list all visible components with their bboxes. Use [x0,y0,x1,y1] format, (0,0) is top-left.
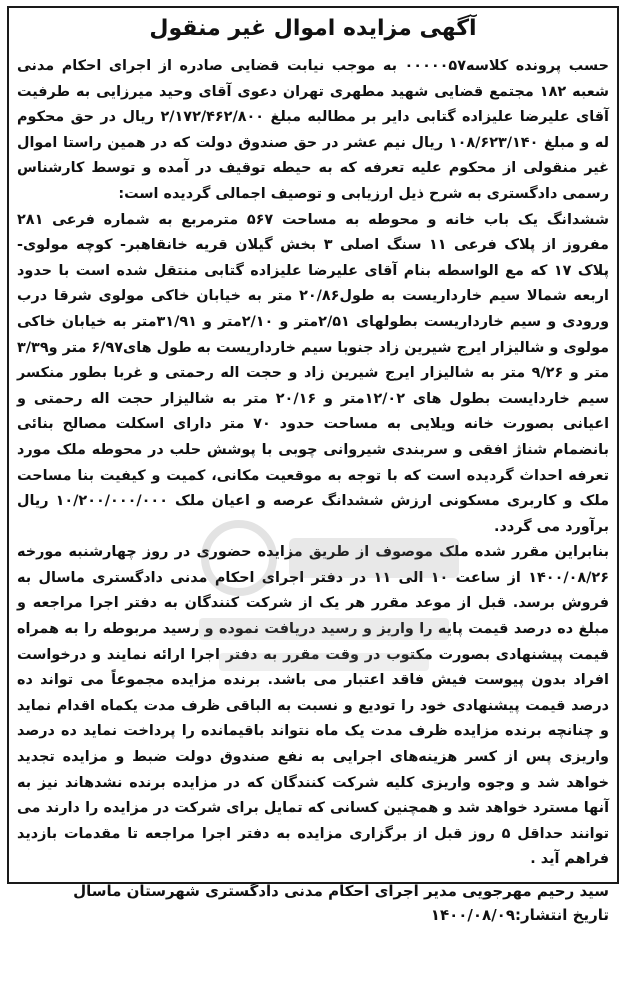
notice-paragraph-terms: بنابراین مقرر شده ملک موصوف از طریق مزایده حضوری در روز چهارشنبه مورخه ۱۴۰۰/۰۸/۲۶ از ساعت ۱۰ الی ۱۱ در دفتر اجرای احکام مدنی دادگستری ماسال به فروش برسد. قبل از موعد مقرر هر یک از شرکت کنندگان به دفتر اجرا مراجعه و مبلغ ده درصد قیمت پایه را واریز و رسید دریافت نموده و رسید مربوطه را به همراه قیمت پیشنهادی بصورت مکتوب در وقت مقرر به دفتر اجرا ارائه نمایند و درخواست افراد بدون پیوست فیش فاقد اعتبار می باشد. برنده مزایده مجموعاً می تواند ده درصد قیمت پیشنهادی خود را تودیع و نسبت به الباقی ظرف مدت یکماه اقدام نماید و چنانچه برنده مزایده ظرف مدت یک ماه نتواند باقیمانده را پرداخت نماید ده درصد واریزی پس از کسر هزینه‌های اجرایی به نفع صندوق دولت ضبط و مزایده تجدید خواهد شد و وجوه واریزی کلیه شرکت کنندگان که در مزایده برنده نشدهاند نیز به آنها مسترد خواهد شد و همچنین کسانی که تمایل برای شرکت در مزایده را دارند می توانند حداقل ۵ روز قبل از برگزاری مزایده به دفتر اجرا مراجعه تا مقدمات بازدید فراهم آید . [17,544,609,868]
notice-paragraph-property: ششدانگ یک باب خانه و محوطه به مساحت ۵۶۷ مترمربع به شماره فرعی ۲۸۱ مفروز از پلاک فرعی ۱۱ سنگ اصلی ۳ بخش گیلان قریه خانقاهبر- کوچه مولوی- پلاک ۱۷ که مع الواسطه بنام آقای علیرضا علیزاده گتابی منتقل شده است با حدود اربعه شمالا سیم خارداریست به طول۲۰/۸۶ متر به خیابان خاکی مولوی شرقا درب ورودی و سیم خارداریست بطولهای ۲/۵۱متر و ۲/۱۰متر و ۳۱/۹۱متر به خیابان خاکی مولوی و شالیزار ایرج شیرین زاد جنوبا سیم خارداریست به طول های۶/۹۷ متر و۳/۳۹ متر و ۹/۲۶ متر به شالیزار ایرج شیرین زاد و حجت اله رحمتی و غربا بطور منکسر سیم خاردایست بطول های ۱۲/۰۲متر و ۲۰/۱۶ متر به شالیزار حجت اله رحمتی و اعیانی بصورت خانه ویلایی به مساحت حدود ۷۰ متر دارای اسکلت مصالح بنائی بانضمام شناژ افقی و سربندی شیروانی چوبی با پوشش حلب در محوطه ملک مورد تعرفه احداث گردیده است که با توجه به موقعیت مکانی، کمیت و کیفیت بنا مساحت ملک و کاربری مسکونی ارزش ششدانگ عرصه و اعیان ملک ۱۰/۲۰۰/۰۰۰/۰۰۰ ریال برآورد می گردد. [17,211,610,535]
publication-date: تاریخ انتشار:۱۴۰۰/۰۸/۰۹ [430,906,609,924]
notice-signature: سید رحیم مهرجویی مدیر اجرای احکام مدنی دادگستری شهرستان ماسال [73,882,609,900]
notice-paragraph-case: حسب پرونده کلاسه۰۰۰۰۰۵۷ به موجب نیابت قضایی صادره از اجرای احکام مدنی شعبه ۱۸۲ مجتمع قضایی شهید مطهری تهران دعوی آقای وحید میرزایی به طرفیت آقای علیرضا علیزاده گتابی دایر بر مطالبه مبلغ ۲/۱۷۲/۴۶۲/۸۰۰ ریال در حق محکوم له و مبلغ ۱۰۸/۶۲۳/۱۴۰ ریال نیم عشر در حق صندوق دولت که در همین راستا اموال غیر منقولی از محکوم علیه تعرفه که به حیطه توقیف در آمده و توسط کارشناس رسمی دادگستری به شرح ذیل ارزیابی و توصیف اجمالی گردیده است: [17,58,609,202]
notice-body [17,54,609,873]
auction-notice [7,6,619,924]
notice-title: آگهی مزایده اموال غیر منقول [149,16,477,41]
